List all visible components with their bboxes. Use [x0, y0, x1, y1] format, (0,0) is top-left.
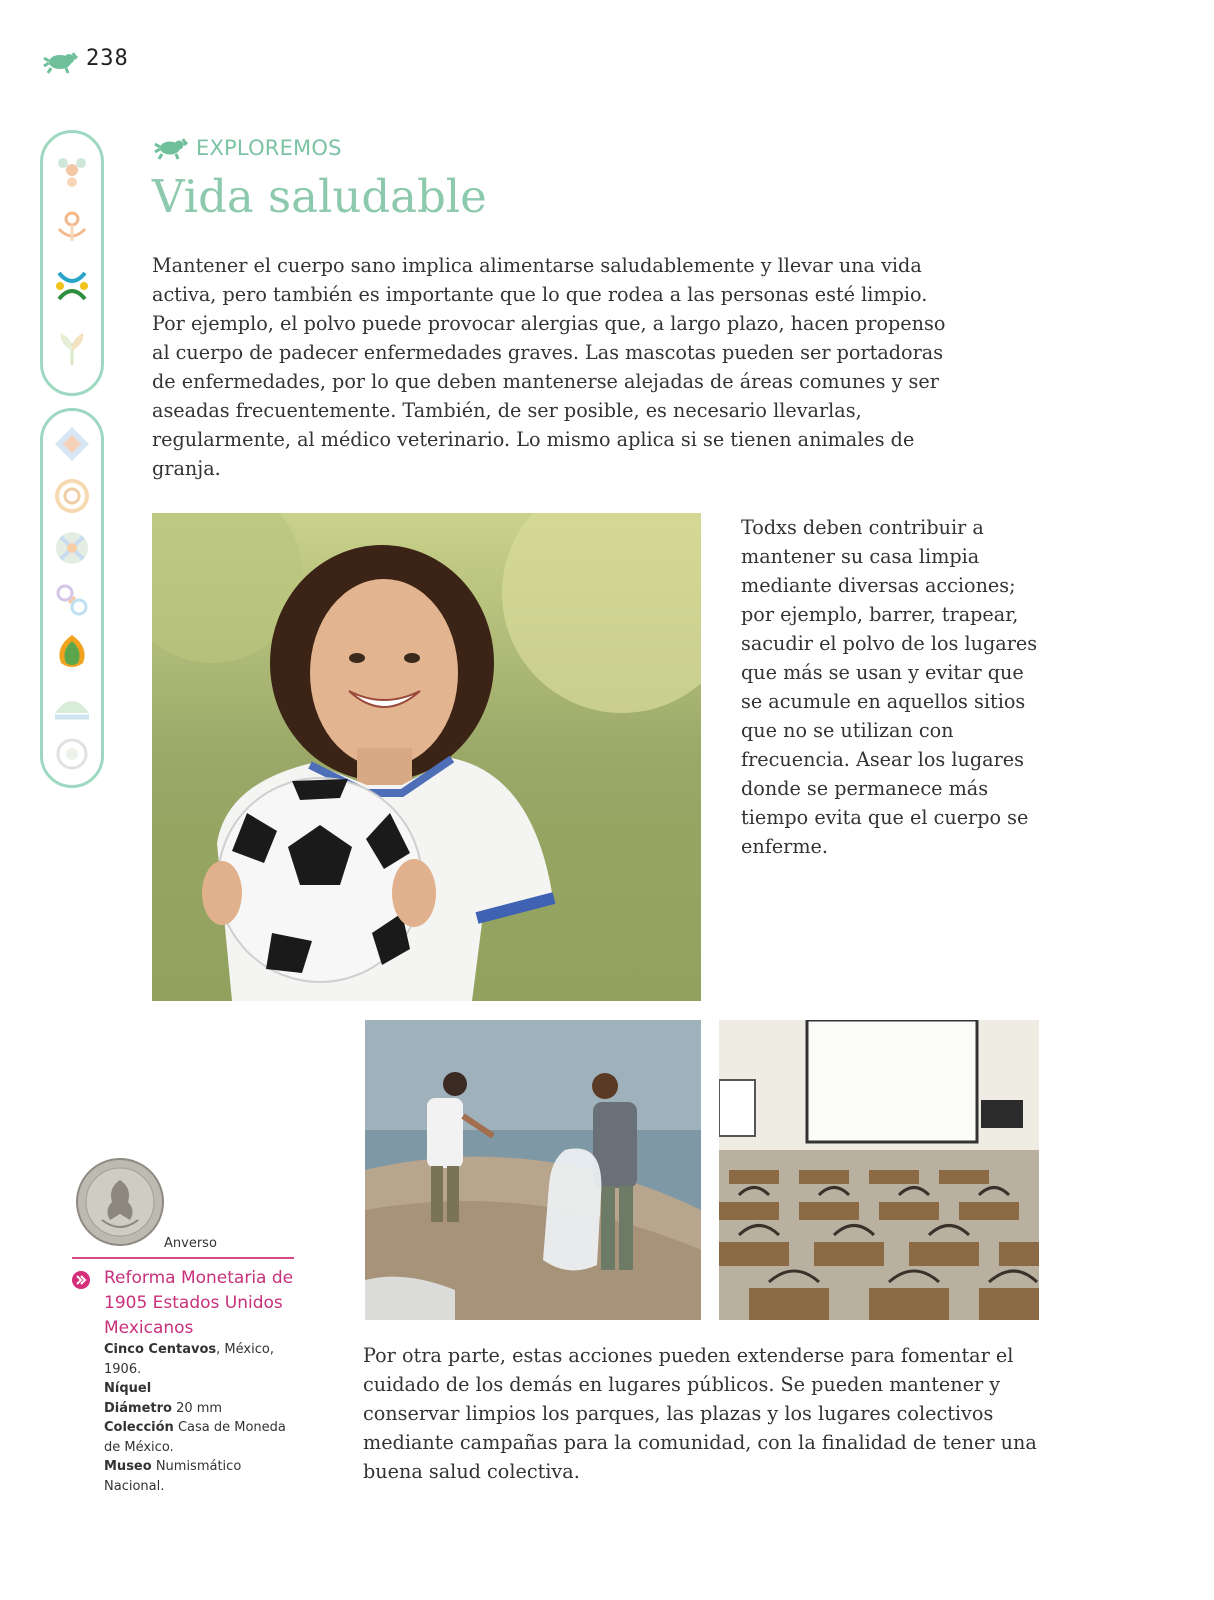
coin-divider	[72, 1257, 294, 1259]
coin-collection-value: Casa de Moneda de México.	[104, 1420, 286, 1455]
coin-museum-line	[104, 1457, 304, 1496]
closing-paragraph: Por otra parte, estas acciones pueden extenderse para fomentar el cuidado de los demás en lugares públicos. Se pueden mantener y conservar limpios los parques, las plazas y los lugares colectivos mediante campañas para la comunidad, con la finalidad de tener una buena salud colectiva.	[363, 1344, 1037, 1483]
plant-figure-icon	[53, 329, 91, 367]
coin-diameter-value: 20 mm	[171, 1400, 223, 1416]
coin-material-line	[104, 1379, 304, 1399]
intro-paragraph: Mantener el cuerpo sano implica alimentarse saludablemente y llevar una vida activa, pero también es importante que lo que rodea a las personas esté limpio. Por ejemplo, el polvo puede provocar alergias que, a largo plazo, hacen propenso al cuerpo de padecer enfermedades graves. Las mascotas pueden ser portadoras de enfermedades, por lo que deben mantenerse alejadas de áreas comunes y ser aseadas frecuentemente. También, de ser posible, es necesario llevarlas, regularmente, al médico veterinario. Lo mismo aplica si se tienen animales de granja.	[152, 254, 946, 480]
coin-museum-label: Museo	[104, 1459, 152, 1474]
coin-title: Reforma Monetaria de 1905 Estados Unidos Mexicanos	[104, 1268, 294, 1338]
coin-diameter-label: Diámetro	[104, 1400, 172, 1416]
coin-name-label: Cinco Centavos	[104, 1342, 217, 1357]
coin-name-value: , México, 1906.	[104, 1342, 274, 1377]
leaf-flame-icon	[53, 633, 91, 671]
photo-beach-cleanup	[365, 1020, 701, 1320]
axolotl-icon	[152, 134, 190, 160]
sun-figure-icon	[53, 207, 91, 245]
side-nav-top	[40, 130, 104, 396]
page-title: Vida saludable	[152, 170, 487, 223]
cycle-icon	[53, 735, 91, 773]
coin-name-line	[104, 1340, 304, 1379]
section-label: EXPLOREMOS	[196, 136, 342, 160]
coin-details	[104, 1340, 304, 1496]
coin-image	[76, 1158, 164, 1246]
side-nav-bottom	[40, 408, 104, 788]
star-diamond-icon	[53, 425, 91, 463]
coin-caption: Anverso	[164, 1236, 217, 1251]
coin-collection-label: Colección	[104, 1420, 174, 1435]
coin-museum-value: Numismático Nacional.	[104, 1459, 242, 1494]
coin-material-label: Níquel	[104, 1381, 152, 1396]
spiral-icon	[53, 477, 91, 515]
coin-diameter-line	[104, 1399, 304, 1419]
photo-classroom	[719, 1020, 1039, 1320]
page-number: 238	[86, 46, 129, 71]
arrow-right-icon	[72, 1271, 90, 1289]
hill-icon	[53, 687, 91, 725]
link-circles-icon	[53, 581, 91, 619]
photo-child-with-ball	[152, 513, 701, 1001]
axolotl-icon	[40, 48, 80, 74]
people-circle-icon	[53, 267, 91, 305]
flower-icon	[53, 151, 91, 189]
quadrant-circle-icon	[53, 529, 91, 567]
coin-collection-line	[104, 1418, 304, 1457]
side-paragraph: Todxs deben contribuir a mantener su casa limpia mediante diversas acciones; por ejemplo, barrer, trapear, sacudir el polvo de los lugares que más se usan y evitar que se acumule en aquellos sitios que no se utilizan con frecuencia. Asear los lugares donde se permanece más tiempo evita que el cuerpo se enferme.	[741, 516, 1038, 858]
